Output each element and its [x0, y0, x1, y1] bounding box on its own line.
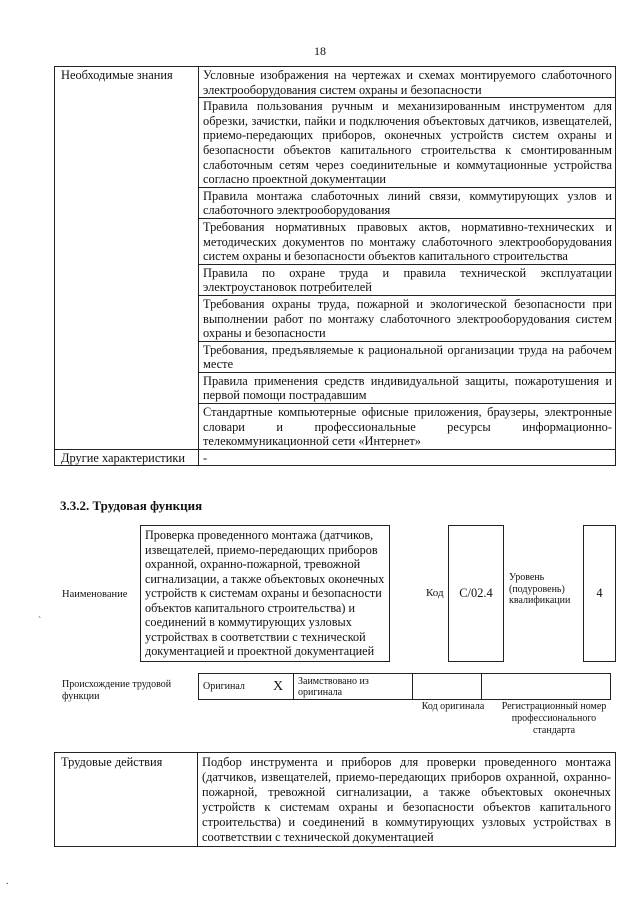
function-name-value: Проверка проведенного монтажа (датчиков, извещателей, приемо-передающих приборов охранной, охранно-пожарной, тревожной сигнализации, а также объектовых оконечных устройств к системам охраны и безопасности объектов капитального строительства) и соединений в коммутирующих узловых устройствах в соответствии с технической документацией и проектной документацией — [145, 528, 385, 658]
origin-code-cell — [413, 674, 482, 700]
knowledge-label: Необходимые знания — [55, 67, 199, 450]
knowledge-item: Требования, предъявляемые к рациональной организации труда на рабочем месте — [199, 341, 616, 372]
function-name-box — [140, 525, 390, 662]
knowledge-item: Правила по охране труда и правила технической эксплуатации электроустановок потребителей — [199, 264, 616, 295]
function-code-label: Код — [426, 587, 444, 599]
page-number: 18 — [314, 44, 326, 58]
origin-reg-caption: Регистрационный номер профессионального стандарта — [501, 701, 607, 736]
scan-speck: . — [6, 876, 9, 887]
table-row — [199, 674, 611, 700]
origin-borrowed-label: Заимствовано из оригинала — [294, 674, 413, 700]
origin-original-label: Оригинал — [199, 674, 264, 700]
origin-original-mark: X — [263, 674, 294, 700]
function-code-value: C/02.4 — [448, 525, 504, 662]
knowledge-item: Правила применения средств индивидуальной защиты, пожаротушения и первой помощи пострадавшим — [199, 372, 616, 403]
actions-value: Подбор инструмента и приборов для проверки проведенного монтажа (датчиков, извещателей, приемо-передающих приборов охранной, охранно-пожарной, тревожной сигнализации, а также объектовых оконечных устройств к системам охраны и безопасности объектов капитального строительства) и соединений в коммутирующих узловых устройствах в соответствии с технической документацией — [198, 753, 616, 847]
other-label: Другие характеристики — [55, 449, 199, 466]
knowledge-item: Требования охраны труда, пожарной и экологической безопасности при выполнении работ по монтажу слаботочного электрооборудования систем охраны и безопасности — [199, 295, 616, 341]
knowledge-item: Правила монтажа слаботочных линий связи, коммутирующих узлов и слаботочного электрооборудования — [199, 187, 616, 218]
origin-table — [198, 673, 611, 700]
knowledge-item: Стандартные компьютерные офисные приложения, браузеры, электронные словари и профессиональные ресурсы информационно-телекоммуникационной сети «Интернет» — [199, 404, 616, 450]
function-level-label: Уровень (подуровень) квалификации — [509, 572, 571, 606]
table-row — [55, 449, 616, 466]
origin-code-caption: Код оригинала — [421, 701, 485, 712]
actions-label: Трудовые действия — [55, 753, 198, 847]
other-value: - — [199, 449, 616, 466]
table-row — [55, 753, 616, 847]
origin-label: Происхождение трудовой функции — [62, 679, 172, 702]
knowledge-item: Условные изображения на чертежах и схемах монтируемого слаботочного электрооборудования систем охраны и безопасности — [199, 67, 616, 98]
scan-speck: ˋ — [38, 616, 42, 627]
knowledge-item: Правила пользования ручным и механизированным инструментом для обрезки, зачистки, пайки и подключения объектовых датчиков, извещателей, приемо-передающих приборов, оконечных устройств систем охраны и безопасности объектов капитального строительства к смонтированным слаботочным сетям через соединительные и коммутационные устройства согласно проектной документации — [199, 98, 616, 188]
function-level-value: 4 — [583, 525, 616, 662]
actions-table — [54, 752, 616, 847]
knowledge-table — [54, 66, 616, 466]
origin-reg-cell — [482, 674, 611, 700]
knowledge-item: Требования нормативных правовых актов, нормативно-технических и методических документов по монтажу слаботочного электрооборудования систем охраны и безопасности объектов капитального строительства — [199, 218, 616, 264]
function-name-label: Наименование — [62, 589, 128, 600]
section-heading: 3.3.2. Трудовая функция — [60, 498, 203, 513]
table-row — [55, 67, 616, 98]
